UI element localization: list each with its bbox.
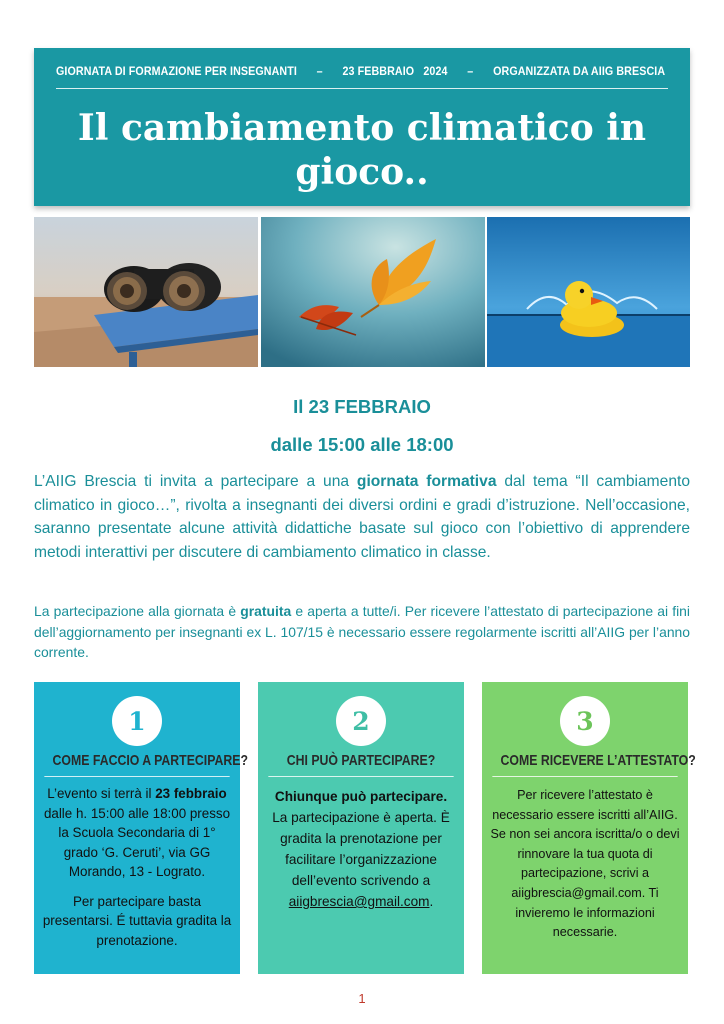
page-title: Il cambiamento climatico in gioco..	[77, 107, 647, 193]
duck-image	[487, 217, 690, 367]
banner-divider	[56, 88, 668, 89]
box-text: L’evento si terrà il	[47, 786, 156, 801]
participation-text: La partecipazione alla giornata è	[34, 603, 241, 619]
box-text: La partecipazione è aperta. È gradita la prenotazione per facilitare l’organizzazione dell’evento scrivendo a	[272, 810, 450, 888]
separator: –	[316, 66, 323, 78]
box-body	[490, 786, 680, 943]
event-date-heading: Il 23 FEBBRAIO	[293, 396, 431, 417]
box-paragraph	[42, 784, 232, 882]
event-time-heading: dalle 15:00 alle 18:00	[270, 434, 454, 455]
photo-strip	[34, 217, 690, 367]
intro-text: dal tema “Il cambiamento climatico in gioco…”, rivolta a insegnanti dei diversi ordini e gradi d’istruzione. Nell’occasione, saranno presentate alcune attività didattiche basate sul gioco con l’obiettivo di apprendere metodi interattivi per discutere di cambiamento climatico in classe.	[34, 473, 691, 561]
event-date: 23 FEBBRAIO 2024	[342, 66, 448, 78]
rubber-duck-photo	[487, 217, 690, 367]
participation-paragraph	[34, 601, 690, 663]
box-highlight: 23 febbraio	[155, 786, 227, 801]
intro-paragraph	[34, 470, 690, 564]
info-box-certificate	[482, 682, 696, 974]
participation-highlight: gratuita	[240, 603, 292, 619]
box-heading: COME FACCIO A PARTECIPARE?	[52, 752, 248, 769]
box-text: .	[429, 894, 434, 909]
binoculars-photo	[34, 217, 258, 367]
intro-highlight: giornata formativa	[356, 473, 497, 490]
info-box-who-can-join	[258, 682, 464, 974]
organizer: ORGANIZZATA DA AIIG BRESCIA	[493, 66, 666, 78]
step-number-badge: 1	[112, 696, 162, 746]
separator: –	[467, 66, 474, 78]
box-paragraph: Per ricevere l’attestato è necessario essere iscritti all’AIIG. Se non sei ancora iscritta/o o devi rinnovare la tua quota di partecipazione, scrivi a aiigbrescia@gmail.com. Ti invieremo le informazioni necessarie.	[490, 788, 680, 940]
step-number-badge: 3	[560, 696, 610, 746]
box-paragraph: Per partecipare basta presentarsi. É tuttavia gradita la prenotazione.	[42, 893, 232, 948]
email-link[interactable]: aiigbrescia@gmail.com	[288, 894, 430, 909]
intro-text: L’AIIG Brescia ti invita a partecipare a una	[34, 473, 357, 490]
header-banner	[34, 48, 690, 206]
event-type: GIORNATA DI FORMAZIONE PER INSEGNANTI	[56, 66, 297, 78]
banner-meta-line	[56, 62, 665, 82]
page-number: 1	[358, 991, 366, 1006]
step-number-badge: 2	[336, 696, 386, 746]
binoculars-image	[34, 217, 258, 367]
box-heading: CHI PUÒ PARTECIPARE?	[277, 752, 446, 769]
box-paragraph	[266, 786, 456, 912]
box-body	[266, 786, 456, 912]
box-text: dalle h. 15:00 alle 18:00 presso la Scuola Secondaria di 1° grado ‘G. Ceruti’, via GG Morando, 13 - Lograto.	[43, 805, 231, 879]
box-heading: COME RICEVERE L’ATTESTATO?	[500, 752, 696, 769]
box-highlight: Chiunque può partecipare.	[274, 789, 448, 804]
leaves-image	[261, 217, 485, 367]
falling-leaves-photo	[261, 217, 485, 367]
box-body	[42, 784, 232, 950]
participation-text: e aperta a tutte/i. Per ricevere l’attestato di partecipazione ai fini dell’aggiornamento per insegnanti ex L. 107/15 è necessario essere regolarmente iscritti all’AIIG per l’anno corrente.	[34, 603, 690, 660]
info-box-how-to-join	[34, 682, 248, 974]
